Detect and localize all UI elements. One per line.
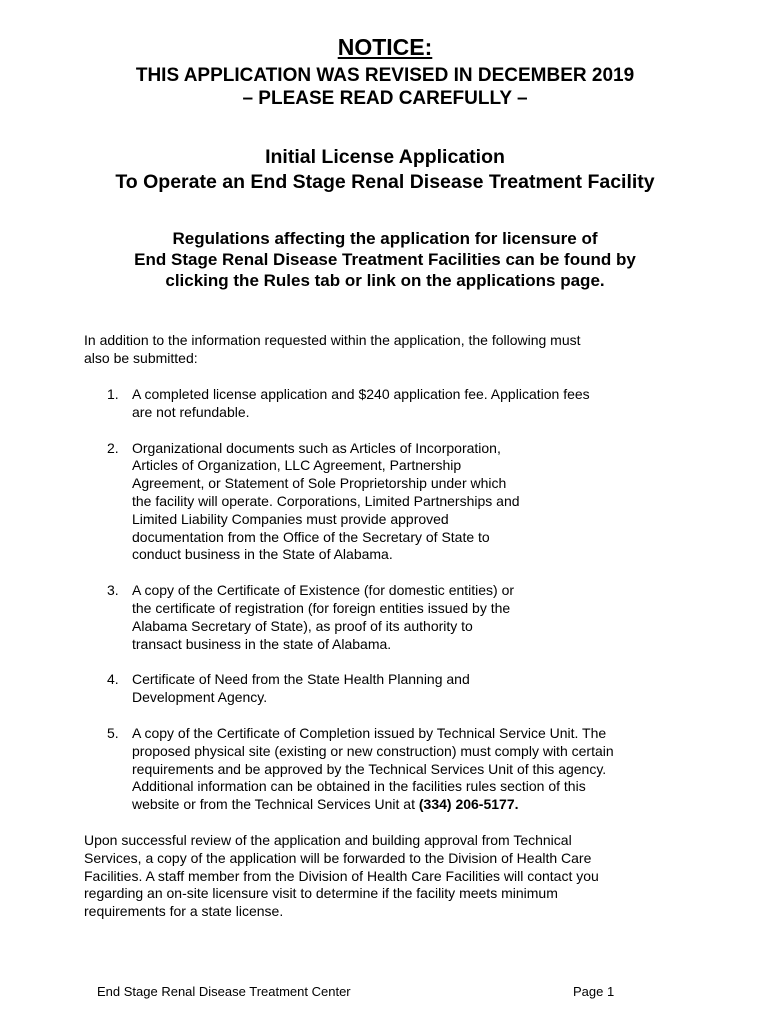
closing-line: Facilities. A staff member from the Division of Health Care Facilities will contact you	[84, 867, 599, 884]
revised-notice-line-1: THIS APPLICATION WAS REVISED IN DECEMBER 2019	[135, 65, 635, 86]
list-item-line: proposed physical site (existing or new construction) must comply with certain	[132, 742, 614, 759]
list-item-line: requirements and be approved by the Technical Services Unit of this agency.	[132, 760, 607, 777]
list-item-line: the facility will operate. Corporations, Limited Partnerships and	[132, 492, 520, 509]
list-item-line: A copy of the Certificate of Completion issued by Technical Service Unit. The	[132, 724, 607, 741]
list-item	[84, 671, 704, 707]
regulations-line-1: Regulations affecting the application for licensure of	[172, 229, 598, 248]
footer-page-number: Page 1	[573, 984, 615, 999]
regulations-line-3: clicking the Rules tab or link on the applications page.	[165, 271, 605, 290]
list-item-line: Alabama Secretary of State), as proof of its authority to	[132, 617, 473, 634]
regulations-line-2: End Stage Renal Disease Treatment Facilities can be found by	[134, 250, 636, 269]
list-item	[84, 440, 704, 565]
list-item-line: Limited Liability Companies must provide approved	[132, 510, 449, 527]
list-item-number: 2.	[107, 439, 119, 456]
intro-line-2: also be submitted:	[84, 349, 198, 366]
list-item-line: Development Agency.	[132, 689, 268, 706]
list-item-line: Agreement, or Statement of Sole Proprietorship under which	[132, 475, 507, 492]
revised-notice-line-2: – PLEASE READ CAREFULLY –	[242, 88, 528, 109]
list-item-line: Certificate of Need from the State Health Planning and	[132, 671, 470, 688]
document-title-line-1: Initial License Application	[265, 146, 505, 168]
list-item	[84, 725, 704, 814]
closing-paragraph	[84, 832, 694, 921]
list-item-number: 5.	[107, 724, 119, 741]
closing-line: regarding an on-site licensure visit to determine if the facility meets minimum	[84, 885, 558, 902]
list-item-line: Articles of Organization, LLC Agreement, Partnership	[132, 457, 462, 474]
intro-line-1: In addition to the information requested within the application, the following must	[84, 332, 581, 348]
notice-heading: NOTICE:	[337, 34, 433, 60]
list-item-line: Additional information can be obtained in the facilities rules section of this	[132, 778, 586, 795]
list-item-line: the certificate of registration (for foreign entities issued by the	[132, 599, 511, 616]
list-item-line: A copy of the Certificate of Existence (for domestic entities) or	[132, 582, 515, 599]
closing-line: Services, a copy of the application will be forwarded to the Division of Health Care	[84, 849, 592, 866]
list-item-number: 1.	[107, 386, 119, 402]
list-item	[84, 582, 704, 653]
closing-line: requirements for a state license.	[84, 903, 284, 920]
list-item-number: 3.	[107, 582, 119, 599]
list-item-line: conduct business in the State of Alabama.	[132, 546, 393, 563]
document-title-line-2: To Operate an End Stage Renal Disease Treatment Facility	[115, 171, 655, 193]
closing-line: Upon successful review of the application and building approval from Technical	[84, 832, 572, 848]
list-item-number: 4.	[107, 671, 119, 688]
technical-services-phone: (334) 206-5177.	[418, 796, 519, 813]
list-item-line: Organizational documents such as Articles of Incorporation,	[132, 439, 501, 456]
list-item-line-text: website or from the Technical Services Unit at	[132, 796, 419, 813]
list-item-line	[132, 796, 704, 814]
list-item-line: transact business in the state of Alabama.	[132, 635, 392, 652]
list-item-line: documentation from the Office of the Secretary of State to	[132, 528, 490, 545]
list-item-line: A completed license application and $240 application fee. Application fees	[132, 386, 590, 402]
list-item	[84, 386, 704, 422]
list-item-line: are not refundable.	[132, 403, 250, 420]
requirements-list	[84, 386, 704, 832]
footer-document-name: End Stage Renal Disease Treatment Center	[97, 984, 351, 999]
intro-paragraph	[84, 332, 684, 368]
